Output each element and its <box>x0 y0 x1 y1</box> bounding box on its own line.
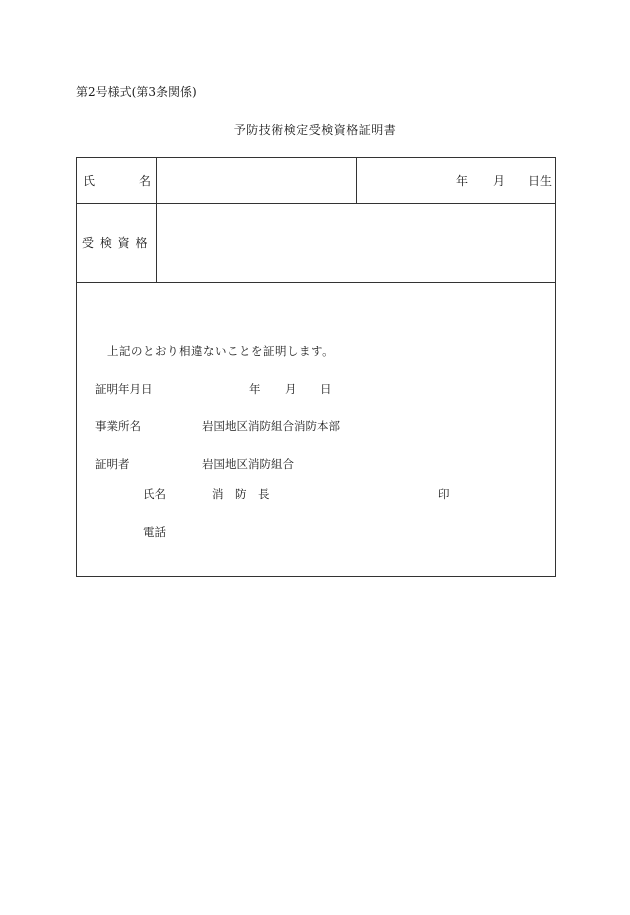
office-name-value: 岩国地区消防組合消防本部 <box>202 419 340 433</box>
birth-year-label: 年 <box>456 174 469 188</box>
certifier-value: 岩国地区消防組合 <box>202 457 294 471</box>
certification-statement: 上記のとおり相違ないことを証明します。 <box>107 344 335 358</box>
document-title: 予防技術検定受検資格証明書 <box>233 123 397 137</box>
certification-date-label: 証明年月日 <box>95 382 153 396</box>
certification-date-day: 日 <box>320 382 332 396</box>
birth-day-label: 日生 <box>528 174 553 188</box>
certification-date-year: 年 <box>249 382 261 396</box>
qualification-field[interactable] <box>158 205 554 280</box>
certifier-name-value: 消 防 長 <box>212 487 270 501</box>
birth-month-label: 月 <box>493 174 506 188</box>
certification-date-month: 月 <box>285 382 297 396</box>
phone-label: 電話 <box>143 525 166 539</box>
qualification-label: 受 検 資 格 <box>82 236 149 250</box>
label-column-divider <box>156 157 157 282</box>
form-number: 第2号様式(第3条関係) <box>76 85 197 99</box>
birthdate-column-divider <box>356 157 357 203</box>
row-divider-1 <box>76 203 556 204</box>
certifier-name-label: 氏名 <box>143 487 166 501</box>
certifier-label: 証明者 <box>95 457 130 471</box>
seal-mark: 印 <box>438 487 450 501</box>
name-field[interactable] <box>158 159 354 201</box>
office-name-label: 事業所名 <box>95 419 141 433</box>
name-label-first: 氏 <box>83 174 96 188</box>
name-label-second: 名 <box>139 174 152 188</box>
row-divider-2 <box>76 282 556 283</box>
